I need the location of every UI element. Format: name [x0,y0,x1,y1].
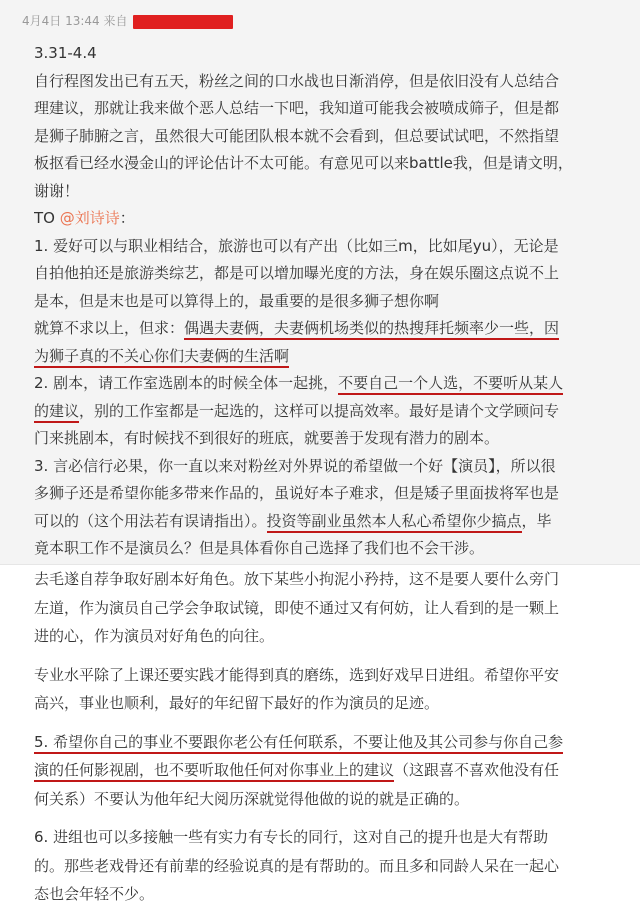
item-6-line: 态也会年轻不少。 [34,885,155,903]
underlined-text: 投资等副业虽然本人私心希望你少搞点 [267,512,522,533]
to-prefix: TO [34,209,60,227]
paragraph-gap [34,813,630,823]
underlined-text: 5. 希望你自己的事业不要跟你老公有任何联系，不要让他及其公司参与你自己参 [34,733,563,754]
item-3-line: 3. 言必信行必果，你一直以来对粉丝对外界说的希望做一个好【演员】，所以很 [34,456,556,475]
underlined-text: 的建议 [34,402,79,423]
item-1-line: 是本，但是末也是可以算得上的，最重要的是很多狮子想你啊 [34,291,440,310]
underlined-text: 不要自己一个人选，不要听从某人 [338,374,563,395]
intro-line: 自行程图发出已有五天，粉丝之间的口水战也日渐消停，但是依旧没有人总结合 [34,71,560,90]
item-2-text: ，别的工作室都是一起选的，这样可以提高效率。最好是请个文学顾问专 [79,401,560,420]
post-card-bottom [0,565,640,913]
underlined-text: 演的任何影视剧，也不要听取他任何对你事业上的建议 [34,761,394,782]
item-2-line: 门来挑剧本，有时候找不到很好的班底，就要善于发现有潜力的剧本。 [34,429,500,447]
item-3-line: 多狮子还是希望你能多带来作品的，虽说好本子难求，但是矮子里面拔将军也是 [34,484,560,502]
to-line [34,205,630,233]
item-1-line [34,343,630,371]
item-1-text: 就算不求以上，但求： [34,319,185,337]
item-2-line [34,370,630,398]
item-5-line: 何关系）不要认为他年纪大阅历深就觉得他做的说的就是正确的。 [34,789,470,808]
item-3-text: ，毕 [521,511,552,530]
to-suffix: ： [119,209,135,227]
item-5-line [34,756,630,785]
item-3-line: 竟本职工作不是演员么？但是具体看你自己选择了我们也不会干涉。 [34,539,485,557]
mention-link[interactable]: @刘诗诗 [59,209,120,227]
post-source-label: 来自 [103,14,128,28]
paragraph-gap [34,718,630,728]
item-4-line: 进的心，作为演员对好角色的向往。 [34,627,275,645]
paragraph-gap [34,651,630,661]
date-range: 3.31-4.4 [34,44,97,62]
item-5-text: （这跟喜不喜欢他没有任 [394,761,560,779]
post-meta [22,12,233,29]
item-6-line: 的。那些老戏骨还有前辈的经验说真的是有帮助的。而且多和同龄人呆在一起心 [34,856,560,875]
post-date: 4月4日 13:44 [22,14,100,28]
item-2-line [34,398,630,426]
intro-line: 是狮子肺腑之言，虽然很大可能团队根本就不会看到，但总要试试吧，不然指望 [34,126,560,145]
item-6-line: 6. 进组也可以多接触一些有实力有专长的同行，这对自己的提升也是大有帮助 [34,828,549,846]
item-3-line [34,508,630,536]
item-1-line: 1. 爱好可以与职业相结合，旅游也可以有产出（比如三m，比如尾yu），无论是 [34,236,559,255]
post-body-continued [34,565,630,913]
item-1-line: 自拍他拍还是旅游类综艺，都是可以增加曝光度的方法，身在娱乐圈这点说不上 [34,264,560,282]
redacted-source [133,15,233,29]
paragraph-gap [34,909,630,913]
intro-line: 谢谢！ [34,181,80,200]
item-3-text: 可以的（这个用法若有误请指出）。 [34,511,267,530]
intro-line: 理建议，那就让我来做个恶人总结一下吧，我知道可能我会被喷成筛子，但是都 [34,99,560,117]
intro-line: 板抠看已经水漫金山的评论估计不太可能。有意见可以来battle我，但是请文明， [34,154,573,172]
item-4-line: 左道，作为演员自己学会争取试镜，即使不通过又有何妨，让人看到的是一颗上 [34,598,560,617]
item-1-line [34,315,630,343]
item-2-text: 2. 剧本，请工作室选剧本的时候全体一起挑， [34,374,339,392]
post-body [34,40,630,565]
item-4-line: 高兴，事业也顺利，最好的年纪留下最好的作为演员的足迹。 [34,694,440,712]
item-4-line: 专业水平除了上课还要实践才能得到真的磨练，选到好戏早日进组。希望你平安 [34,665,560,684]
item-4-line: 去毛遂自荐争取好剧本好角色。放下某些小拘泥小矜持，这不是要人要什么旁门 [34,570,560,588]
underlined-text: 为狮子真的不关心你们夫妻俩的生活啊 [34,347,289,368]
underlined-text: 偶遇夫妻俩，夫妻俩机场类似的热搜拜托频率少一些，因 [184,319,559,340]
item-5-line [34,728,630,757]
